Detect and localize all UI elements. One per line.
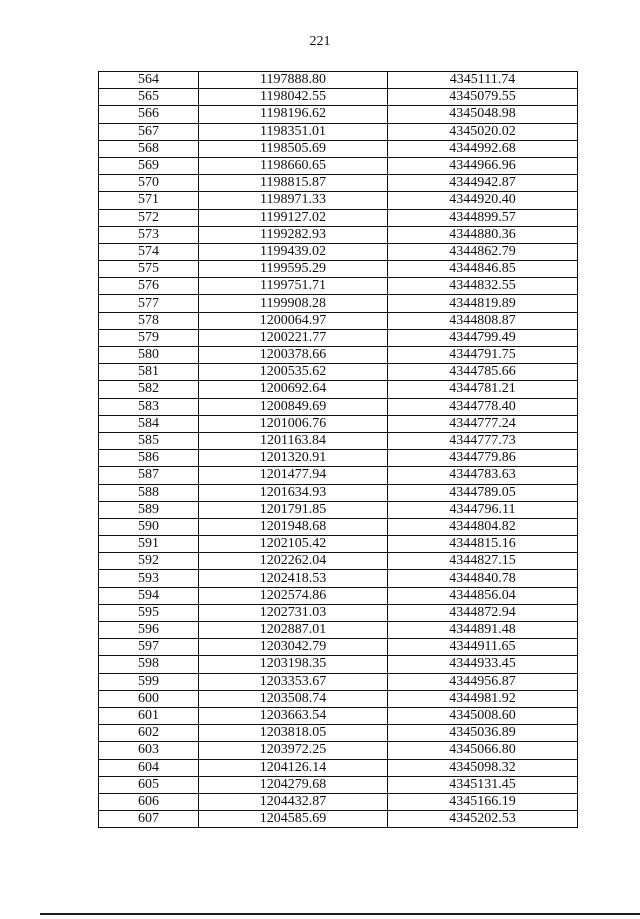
point-number-cell: 604 — [99, 759, 199, 776]
table-row — [99, 725, 578, 742]
point-number-cell: 564 — [99, 72, 199, 89]
x-coordinate-cell: 1201163.84 — [199, 432, 388, 449]
coordinates-table-body — [99, 72, 578, 828]
point-number-cell: 601 — [99, 707, 199, 724]
table-row — [99, 106, 578, 123]
point-number-cell: 602 — [99, 725, 199, 742]
x-coordinate-cell: 1198660.65 — [199, 157, 388, 174]
point-number-cell: 573 — [99, 226, 199, 243]
point-number-cell: 590 — [99, 518, 199, 535]
x-coordinate-cell: 1204585.69 — [199, 811, 388, 828]
point-number-cell: 568 — [99, 140, 199, 157]
point-number-cell: 579 — [99, 329, 199, 346]
point-number-cell: 585 — [99, 432, 199, 449]
point-number-cell: 592 — [99, 553, 199, 570]
x-coordinate-cell: 1204432.87 — [199, 793, 388, 810]
y-coordinate-cell: 4344846.85 — [388, 261, 578, 278]
table-row — [99, 793, 578, 810]
table-row — [99, 622, 578, 639]
x-coordinate-cell: 1201948.68 — [199, 518, 388, 535]
point-number-cell: 584 — [99, 415, 199, 432]
y-coordinate-cell: 4344815.16 — [388, 536, 578, 553]
x-coordinate-cell: 1198196.62 — [199, 106, 388, 123]
table-row — [99, 811, 578, 828]
x-coordinate-cell: 1198971.33 — [199, 192, 388, 209]
x-coordinate-cell: 1202887.01 — [199, 622, 388, 639]
x-coordinate-cell: 1202262.04 — [199, 553, 388, 570]
table-row — [99, 89, 578, 106]
y-coordinate-cell: 4344856.04 — [388, 587, 578, 604]
y-coordinate-cell: 4344992.68 — [388, 140, 578, 157]
table-row — [99, 243, 578, 260]
table-row — [99, 398, 578, 415]
y-coordinate-cell: 4345079.55 — [388, 89, 578, 106]
table-row — [99, 759, 578, 776]
y-coordinate-cell: 4344966.96 — [388, 157, 578, 174]
point-number-cell: 578 — [99, 312, 199, 329]
page-number: 221 — [309, 34, 331, 49]
point-number-cell: 595 — [99, 604, 199, 621]
x-coordinate-cell: 1201477.94 — [199, 467, 388, 484]
table-row — [99, 364, 578, 381]
table-row — [99, 656, 578, 673]
point-number-cell: 586 — [99, 450, 199, 467]
y-coordinate-cell: 4344942.87 — [388, 175, 578, 192]
table-row — [99, 707, 578, 724]
x-coordinate-cell: 1203042.79 — [199, 639, 388, 656]
y-coordinate-cell: 4344799.49 — [388, 329, 578, 346]
table-row — [99, 742, 578, 759]
y-coordinate-cell: 4344911.65 — [388, 639, 578, 656]
y-coordinate-cell: 4344819.89 — [388, 295, 578, 312]
table-row — [99, 261, 578, 278]
table-row — [99, 467, 578, 484]
x-coordinate-cell: 1200535.62 — [199, 364, 388, 381]
y-coordinate-cell: 4345066.80 — [388, 742, 578, 759]
y-coordinate-cell: 4345202.53 — [388, 811, 578, 828]
table-row — [99, 209, 578, 226]
x-coordinate-cell: 1200064.97 — [199, 312, 388, 329]
point-number-cell: 597 — [99, 639, 199, 656]
table-row — [99, 295, 578, 312]
x-coordinate-cell: 1201634.93 — [199, 484, 388, 501]
point-number-cell: 588 — [99, 484, 199, 501]
point-number-cell: 583 — [99, 398, 199, 415]
table-row — [99, 226, 578, 243]
point-number-cell: 575 — [99, 261, 199, 278]
table-row — [99, 192, 578, 209]
x-coordinate-cell: 1200221.77 — [199, 329, 388, 346]
y-coordinate-cell: 4344789.05 — [388, 484, 578, 501]
table-row — [99, 570, 578, 587]
point-number-cell: 580 — [99, 347, 199, 364]
table-row — [99, 415, 578, 432]
point-number-cell: 572 — [99, 209, 199, 226]
y-coordinate-cell: 4345166.19 — [388, 793, 578, 810]
point-number-cell: 581 — [99, 364, 199, 381]
table-row — [99, 312, 578, 329]
point-number-cell: 593 — [99, 570, 199, 587]
y-coordinate-cell: 4344777.24 — [388, 415, 578, 432]
x-coordinate-cell: 1198351.01 — [199, 123, 388, 140]
table-row — [99, 432, 578, 449]
point-number-cell: 567 — [99, 123, 199, 140]
point-number-cell: 571 — [99, 192, 199, 209]
y-coordinate-cell: 4344804.82 — [388, 518, 578, 535]
point-number-cell: 605 — [99, 776, 199, 793]
table-row — [99, 347, 578, 364]
table-row — [99, 381, 578, 398]
point-number-cell: 565 — [99, 89, 199, 106]
point-number-cell: 566 — [99, 106, 199, 123]
y-coordinate-cell: 4344920.40 — [388, 192, 578, 209]
x-coordinate-cell: 1198505.69 — [199, 140, 388, 157]
table-row — [99, 776, 578, 793]
bottom-rule — [40, 913, 640, 915]
y-coordinate-cell: 4345048.98 — [388, 106, 578, 123]
point-number-cell: 570 — [99, 175, 199, 192]
y-coordinate-cell: 4344872.94 — [388, 604, 578, 621]
x-coordinate-cell: 1197888.80 — [199, 72, 388, 89]
point-number-cell: 577 — [99, 295, 199, 312]
table-row — [99, 639, 578, 656]
y-coordinate-cell: 4344827.15 — [388, 553, 578, 570]
x-coordinate-cell: 1203972.25 — [199, 742, 388, 759]
y-coordinate-cell: 4344779.86 — [388, 450, 578, 467]
y-coordinate-cell: 4344778.40 — [388, 398, 578, 415]
x-coordinate-cell: 1199908.28 — [199, 295, 388, 312]
point-number-cell: 596 — [99, 622, 199, 639]
table-row — [99, 553, 578, 570]
table-row — [99, 536, 578, 553]
y-coordinate-cell: 4344933.45 — [388, 656, 578, 673]
y-coordinate-cell: 4344785.66 — [388, 364, 578, 381]
table-row — [99, 484, 578, 501]
table-row — [99, 278, 578, 295]
x-coordinate-cell: 1203508.74 — [199, 690, 388, 707]
table-row — [99, 72, 578, 89]
point-number-cell: 603 — [99, 742, 199, 759]
x-coordinate-cell: 1198815.87 — [199, 175, 388, 192]
point-number-cell: 607 — [99, 811, 199, 828]
point-number-cell: 574 — [99, 243, 199, 260]
x-coordinate-cell: 1199751.71 — [199, 278, 388, 295]
table-row — [99, 140, 578, 157]
y-coordinate-cell: 4344891.48 — [388, 622, 578, 639]
y-coordinate-cell: 4344981.92 — [388, 690, 578, 707]
point-number-cell: 576 — [99, 278, 199, 295]
point-number-cell: 591 — [99, 536, 199, 553]
table-row — [99, 518, 578, 535]
x-coordinate-cell: 1203198.35 — [199, 656, 388, 673]
x-coordinate-cell: 1198042.55 — [199, 89, 388, 106]
table-row — [99, 604, 578, 621]
coordinates-table — [98, 71, 578, 828]
y-coordinate-cell: 4344899.57 — [388, 209, 578, 226]
x-coordinate-cell: 1204126.14 — [199, 759, 388, 776]
y-coordinate-cell: 4345020.02 — [388, 123, 578, 140]
table-row — [99, 329, 578, 346]
x-coordinate-cell: 1201791.85 — [199, 501, 388, 518]
point-number-cell: 600 — [99, 690, 199, 707]
y-coordinate-cell: 4344777.73 — [388, 432, 578, 449]
point-number-cell: 594 — [99, 587, 199, 604]
y-coordinate-cell: 4345131.45 — [388, 776, 578, 793]
y-coordinate-cell: 4344862.79 — [388, 243, 578, 260]
y-coordinate-cell: 4345008.60 — [388, 707, 578, 724]
x-coordinate-cell: 1199282.93 — [199, 226, 388, 243]
point-number-cell: 589 — [99, 501, 199, 518]
x-coordinate-cell: 1202105.42 — [199, 536, 388, 553]
y-coordinate-cell: 4344956.87 — [388, 673, 578, 690]
table-row — [99, 690, 578, 707]
y-coordinate-cell: 4345111.74 — [388, 72, 578, 89]
y-coordinate-cell: 4344832.55 — [388, 278, 578, 295]
y-coordinate-cell: 4344840.78 — [388, 570, 578, 587]
point-number-cell: 606 — [99, 793, 199, 810]
x-coordinate-cell: 1202574.86 — [199, 587, 388, 604]
x-coordinate-cell: 1202731.03 — [199, 604, 388, 621]
x-coordinate-cell: 1201320.91 — [199, 450, 388, 467]
x-coordinate-cell: 1203353.67 — [199, 673, 388, 690]
x-coordinate-cell: 1203663.54 — [199, 707, 388, 724]
table-row — [99, 450, 578, 467]
table-row — [99, 157, 578, 174]
table-row — [99, 673, 578, 690]
y-coordinate-cell: 4344808.87 — [388, 312, 578, 329]
x-coordinate-cell: 1201006.76 — [199, 415, 388, 432]
x-coordinate-cell: 1202418.53 — [199, 570, 388, 587]
y-coordinate-cell: 4344781.21 — [388, 381, 578, 398]
y-coordinate-cell: 4344796.11 — [388, 501, 578, 518]
point-number-cell: 582 — [99, 381, 199, 398]
x-coordinate-cell: 1204279.68 — [199, 776, 388, 793]
x-coordinate-cell: 1203818.05 — [199, 725, 388, 742]
point-number-cell: 569 — [99, 157, 199, 174]
point-number-cell: 587 — [99, 467, 199, 484]
y-coordinate-cell: 4344791.75 — [388, 347, 578, 364]
y-coordinate-cell: 4344783.63 — [388, 467, 578, 484]
x-coordinate-cell: 1199439.02 — [199, 243, 388, 260]
point-number-cell: 598 — [99, 656, 199, 673]
point-number-cell: 599 — [99, 673, 199, 690]
table-row — [99, 123, 578, 140]
y-coordinate-cell: 4345098.32 — [388, 759, 578, 776]
table-row — [99, 175, 578, 192]
x-coordinate-cell: 1199595.29 — [199, 261, 388, 278]
x-coordinate-cell: 1200692.64 — [199, 381, 388, 398]
table-row — [99, 501, 578, 518]
y-coordinate-cell: 4344880.36 — [388, 226, 578, 243]
y-coordinate-cell: 4345036.89 — [388, 725, 578, 742]
table-row — [99, 587, 578, 604]
x-coordinate-cell: 1200849.69 — [199, 398, 388, 415]
x-coordinate-cell: 1199127.02 — [199, 209, 388, 226]
x-coordinate-cell: 1200378.66 — [199, 347, 388, 364]
